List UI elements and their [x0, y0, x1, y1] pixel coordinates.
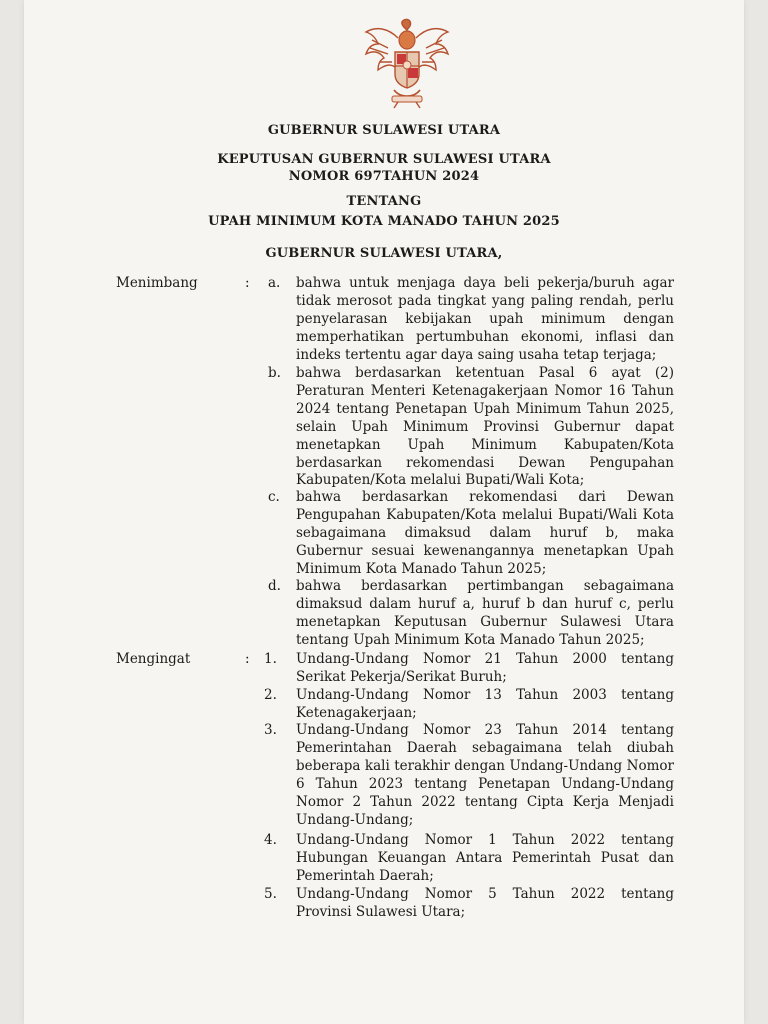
- mengingat-item: Undang-Undang Nomor 1 Tahun 2022 tentang Hubungan Keuangan Antara Pemerintah Pusat dan Pemerintah Daerah;: [296, 832, 674, 884]
- mengingat-item: Undang-Undang Nomor 21 Tahun 2000 tentang Serikat Pekerja/Serikat Buruh;: [296, 651, 674, 685]
- menimbang-item: bahwa untuk menjaga daya beli pekerja/buruh agar tidak merosot pada tingkat yang paling rendah, perlu penyelarasan kebijakan upah minimum dengan memperhatikan pertumbuhan ekonomi, inflasi dan indeks tertentu agar daya saing usaha tetap terjaga;: [296, 275, 674, 363]
- document-page: [24, 0, 744, 1024]
- mengingat-item: Undang-Undang Nomor 23 Tahun 2014 tentang Pemerintahan Daerah sebagaimana telah diubah beberapa kali terakhir dengan Undang-Undang Nomor 6 Tahun 2023 tentang Penetapan Undang-Undang Nomor 2 Tahun 2022 tentang Cipta Kerja Menjadi Undang-Undang;: [296, 722, 674, 828]
- mengingat-colon: :: [245, 651, 250, 667]
- mengingat-marker: 3.: [264, 722, 277, 738]
- menimbang-colon: :: [245, 275, 250, 291]
- about-heading: TENTANG: [346, 194, 422, 209]
- menimbang-label: Menimbang: [116, 275, 198, 291]
- mengingat-item: Undang-Undang Nomor 13 Tahun 2003 tentang Ketenagakerjaan;: [296, 687, 674, 721]
- menimbang-marker: a.: [268, 275, 281, 291]
- mengingat-item: Undang-Undang Nomor 5 Tahun 2022 tentang Provinsi Sulawesi Utara;: [296, 886, 674, 920]
- garuda-emblem-icon: [358, 18, 456, 110]
- governor-heading: GUBERNUR SULAWESI UTARA: [267, 123, 501, 138]
- menimbang-item: bahwa berdasarkan ketentuan Pasal 6 ayat (2) Peraturan Menteri Ketenagakerjaan Nomor 16 Tahun 2024 tentang Penetapan Upah Minimum Tahun 2025, selain Upah Minimum Provinsi Gubernur dapat menetapkan Upah Minimum Kabupaten/Kota berdasarkan rekomendasi Dewan Pengupahan Kabupaten/Kota melalui Bupati/Wali Kota;: [296, 365, 674, 489]
- mengingat-label: Mengingat: [116, 651, 191, 667]
- menimbang-item: bahwa berdasarkan pertimbangan sebagaimana dimaksud dalam huruf a, huruf b dan huruf c, perlu menetapkan Keputusan Gubernur Sulawesi Utara tentang Upah Minimum Kota Manado Tahun 2025;: [296, 578, 674, 648]
- menimbang-marker: b.: [268, 365, 281, 381]
- issuer-heading: GUBERNUR SULAWESI UTARA,: [265, 246, 503, 261]
- mengingat-marker: 1.: [264, 651, 277, 667]
- mengingat-marker: 2.: [264, 687, 277, 703]
- menimbang-item: bahwa berdasarkan rekomendasi dari Dewan Pengupahan Kabupaten/Kota melalui Bupati/Wali Kota sebagaimana dimaksud dalam huruf b, maka Gubernur sesuai kewenangannya menetapkan Upah Minimum Kota Manado Tahun 2025;: [296, 489, 674, 577]
- mengingat-marker: 4.: [264, 832, 277, 848]
- decree-number: NOMOR 697TAHUN 2024: [288, 169, 480, 184]
- menimbang-marker: d.: [268, 578, 281, 594]
- decree-title: KEPUTUSAN GUBERNUR SULAWESI UTARA: [217, 152, 551, 167]
- mengingat-marker: 5.: [264, 886, 277, 902]
- menimbang-marker: c.: [268, 489, 280, 505]
- subject-heading: UPAH MINIMUM KOTA MANADO TAHUN 2025: [208, 214, 560, 229]
